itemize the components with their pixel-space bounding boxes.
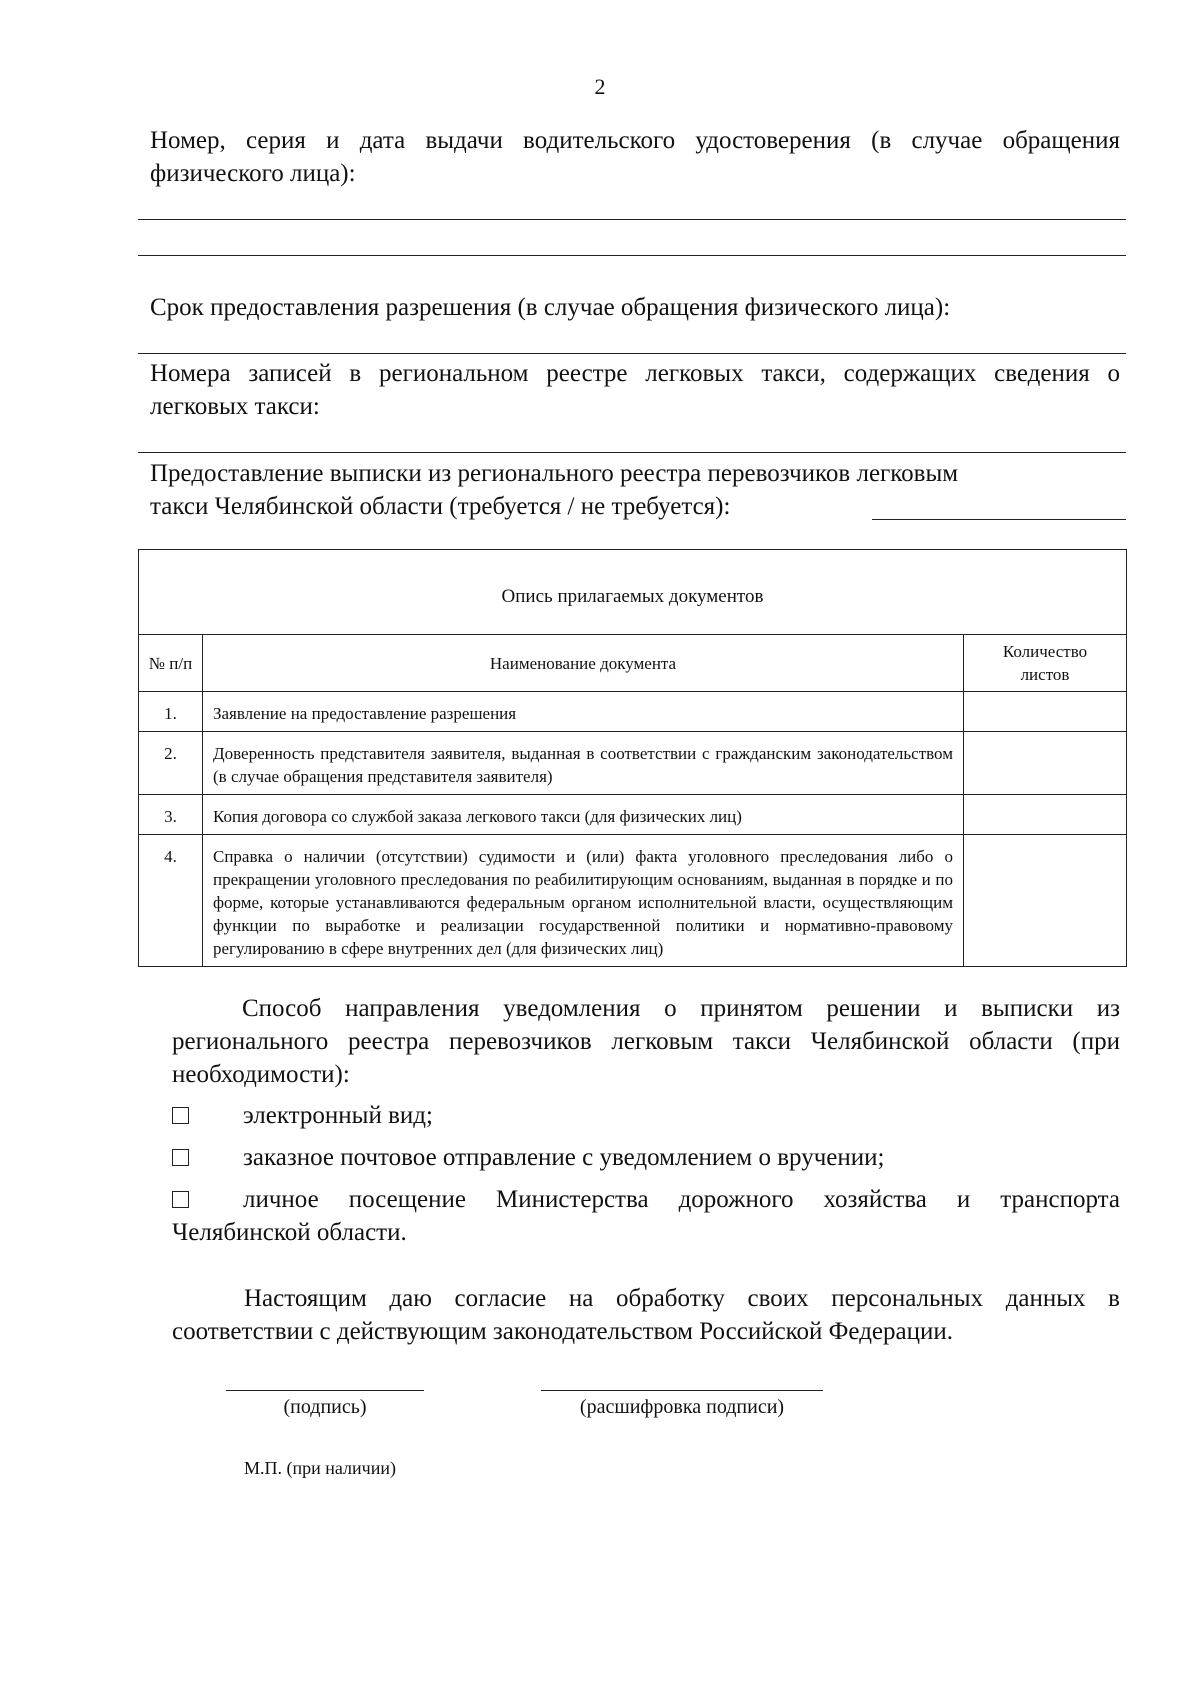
stamp-label: М.П. (при наличии)	[244, 1458, 396, 1478]
row-num: 2.	[139, 732, 203, 795]
row-name: Заявление на предоставление разрешения	[203, 692, 964, 732]
registry-label: Номера записей в региональном реестре легковых такси, содержащих сведения о легковых такси:	[150, 360, 1120, 420]
option-label: электронный вид;	[243, 1102, 433, 1129]
table-row	[139, 692, 1127, 732]
row-name: Доверенность представителя заявителя, выданная в соответствии с гражданским законодательством (в случае обращения представителя заявителя)	[203, 732, 964, 795]
table-row	[139, 732, 1127, 795]
page-number: 2	[594, 74, 606, 99]
extract-label-2: такси Челябинской области (требуется / не требуется):	[150, 493, 731, 520]
signature-label: (подпись)	[283, 1396, 367, 1418]
row-sheets-cell[interactable]	[964, 692, 1127, 732]
term-label: Срок предоставления разрешения (в случае обращения физического лица):	[150, 294, 951, 321]
row-name: Справка о наличии (отсутствии) судимости и (или) факта уголовного преследования либо о прекращении уголовного преследования по реабилитирующим основаниям, выданная в порядке и по форме, которые устанавливаются федеральным органом исполнительной власти, осуществляющим функции по выработке и реализации государственной политики и нормативно-правовому регулированию в сфере внутренних дел (для физических лиц)	[203, 835, 964, 967]
option-electronic	[172, 1099, 1120, 1132]
header-name: Наименование документа	[203, 635, 964, 692]
checkbox-visit[interactable]	[172, 1191, 189, 1208]
table-title: Опись прилагаемых документов	[139, 550, 1127, 635]
option-label: заказное почтовое отправление с уведомлением о вручении;	[243, 1144, 885, 1171]
header-sheets: Количество листов	[964, 635, 1127, 692]
option-label: личное посещение Министерства дорожного хозяйства и транспорта Челябинской области.	[172, 1186, 1120, 1246]
row-name: Копия договора со службой заказа легкового такси (для физических лиц)	[203, 795, 964, 835]
signature-decode-label: (расшифровка подписи)	[579, 1396, 785, 1418]
signature-line[interactable]	[226, 1390, 424, 1391]
extract-answer-line[interactable]	[872, 519, 1126, 520]
row-num: 3.	[139, 795, 203, 835]
row-num: 4.	[139, 835, 203, 967]
row-num: 1.	[139, 692, 203, 732]
table-row	[139, 795, 1127, 835]
checkbox-electronic[interactable]	[172, 1107, 189, 1124]
option-visit	[172, 1183, 1120, 1249]
checkbox-mail[interactable]	[172, 1149, 189, 1166]
signature-decode-line[interactable]	[541, 1390, 823, 1391]
row-sheets-cell[interactable]	[964, 835, 1127, 967]
table-row	[139, 835, 1127, 967]
license-label: Номер, серия и дата выдачи водительского удостоверения (в случае обращения физического лица):	[150, 127, 1120, 187]
license-line-2[interactable]	[138, 255, 1126, 256]
notification-intro: Способ направления уведомления о принятом решении и выписки из регионального реестра перевозчиков легковым такси Челябинской области (при необходимости):	[172, 995, 1120, 1088]
row-sheets-cell[interactable]	[964, 732, 1127, 795]
extract-label-1: Предоставление выписки из регионального реестра перевозчиков легковым	[150, 460, 959, 487]
term-line[interactable]	[138, 353, 1126, 354]
row-sheets-cell[interactable]	[964, 795, 1127, 835]
consent-text: Настоящим даю согласие на обработку своих персональных данных в соответствии с действующим законодательством Российской Федерации.	[172, 1285, 1120, 1345]
documents-table	[138, 549, 1127, 967]
registry-line[interactable]	[138, 452, 1126, 453]
license-line-1[interactable]	[138, 219, 1126, 220]
header-num: № п/п	[139, 635, 203, 692]
option-mail	[172, 1141, 1120, 1174]
